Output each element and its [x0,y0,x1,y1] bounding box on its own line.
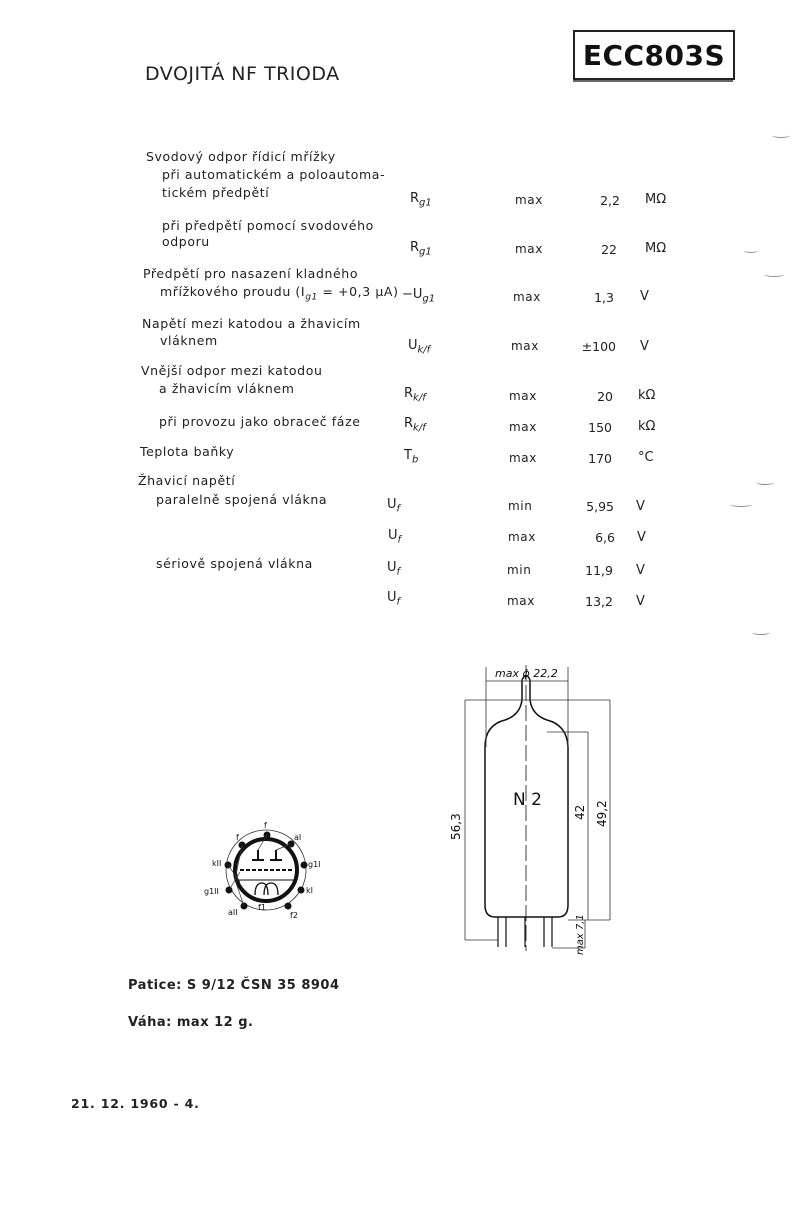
param-unit: MΩ [645,192,667,207]
param-value: 6,6 [595,530,615,545]
page-title: DVOJITÁ NF TRIODA [145,63,340,85]
param-unit: MΩ [645,241,667,256]
height-42-label: 42 [573,804,587,820]
param-label: při provozu jako obraceč fáze [159,414,361,429]
param-limit: max [515,242,543,256]
param-symbol: $U_f$ [388,528,402,546]
param-value: ±100 [581,339,616,354]
param-symbol: $U_f$ [387,560,401,578]
param-label: paralelně spojená vlákna [156,492,328,507]
svg-text:g1I: g1I [308,860,321,869]
tube-dimension-drawing [440,655,630,955]
tube-type-box [573,30,735,80]
param-unit: kΩ [638,388,656,403]
param-symbol: $R_{k/f}$ [404,416,426,434]
scan-mark [756,480,774,485]
param-value: 5,95 [586,499,614,514]
svg-text:aI: aI [294,833,302,842]
param-symbol: $-U_{g1}$ [402,287,436,305]
param-limit: max [511,339,539,353]
svg-text:kII: kII [212,859,222,868]
param-unit: V [636,594,645,609]
height-49-label: 49,2 [595,800,609,827]
scan-mark [744,248,758,253]
param-label: Teplota baňky [140,444,235,459]
param-limit: max [507,594,535,608]
param-unit: V [637,530,646,545]
param-limit: max [513,290,541,304]
param-label: sériově spojená vlákna [156,556,313,571]
param-limit: min [507,563,532,577]
diameter-label: max ϕ 22,2 [495,667,558,680]
param-label: tickém předpětí [162,185,270,200]
total-height-label: 56,3 [449,813,463,840]
param-symbol: $U_{k/f}$ [408,338,431,356]
scan-mark [772,133,790,138]
param-symbol: $U_f$ [387,497,401,515]
param-value: 1,3 [594,290,614,305]
svg-text:f: f [236,833,239,842]
scan-mark [730,502,752,507]
svg-text:f: f [264,821,267,830]
svg-text:aII: aII [228,908,238,917]
param-label: mřížkového proudu ($I_{g1} = +0,3$ μA) [160,284,399,303]
svg-text:g1II: g1II [204,887,219,896]
param-value: 150 [588,420,612,435]
param-value: 13,2 [585,594,613,609]
param-unit: V [636,563,645,578]
box-underline [573,80,733,82]
param-label: Vnější odpor mezi katodou [141,363,323,378]
bulb-label: N 2 [513,790,542,810]
param-limit: max [509,389,537,403]
param-label: odporu [162,234,210,249]
param-label: při předpětí pomocí svodového [162,218,374,233]
param-limit: max [508,530,536,544]
param-label: a žhavicím vláknem [159,381,295,396]
param-label: Svodový odpor řídicí mřížky [146,149,336,164]
param-symbol: $R_{k/f}$ [404,386,426,404]
param-label: Napětí mezi katodou a žhavicím [142,316,361,331]
param-label: Předpětí pro nasazení kladného [143,266,359,281]
base-spec: Patice: S 9/12 ČSN 35 8904 [128,978,340,993]
param-value: 11,9 [585,563,613,578]
param-unit: °C [638,450,654,465]
scan-mark [752,630,770,635]
param-label: Žhavicí napětí [138,473,236,488]
param-unit: V [640,339,649,354]
param-symbol: $T_b$ [404,448,419,466]
param-value: 2,2 [600,193,620,208]
param-value: 170 [588,451,612,466]
svg-text:f2: f2 [290,911,298,920]
pinout-diagram [200,810,330,920]
param-limit: max [509,420,537,434]
param-symbol: $R_{g1}$ [410,240,432,258]
param-unit: kΩ [638,419,656,434]
param-label: vláknem [160,333,218,348]
param-symbol: $U_f$ [387,590,401,608]
param-unit: V [640,289,649,304]
param-limit: max [515,193,543,207]
tube-type-label: ECC803S [582,38,726,72]
issue-date: 21. 12. 1960 - 4. [71,1096,200,1111]
param-label: při automatickém a poloautoma- [162,167,386,182]
param-value: 22 [601,242,617,257]
weight-spec: Váha: max 12 g. [128,1015,254,1030]
pin-length-label: max 7,1 [575,914,586,955]
svg-text:kI: kI [306,886,313,895]
param-limit: min [508,499,533,513]
scan-mark [764,272,784,277]
svg-text:f1: f1 [258,903,266,912]
param-symbol: $R_{g1}$ [410,191,432,209]
param-limit: max [509,451,537,465]
param-unit: V [636,499,645,514]
param-value: 20 [597,389,613,404]
